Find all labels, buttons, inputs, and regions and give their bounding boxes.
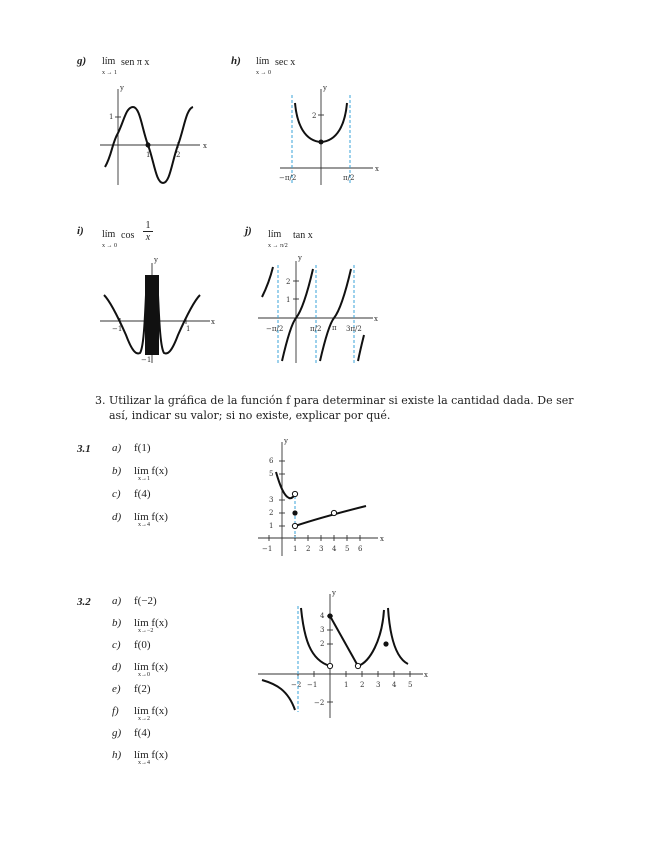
- segment-down: [330, 616, 358, 666]
- open-point-4-2: [331, 510, 336, 515]
- numerator: 1: [143, 220, 153, 232]
- label-3-2: 3.2: [77, 596, 91, 608]
- label-h: h): [231, 55, 241, 67]
- lim-subscript: x → 1: [102, 70, 117, 76]
- tick-x-1: 1: [186, 325, 191, 333]
- tick-x-neg1: −1: [112, 325, 123, 333]
- problem-text-line2: así, indicar su valor; si no existe, explicar por qué.: [109, 409, 391, 422]
- item-letter: e): [112, 683, 121, 695]
- filled-point-0-4: [327, 613, 332, 618]
- cos-curve-right: [158, 295, 200, 353]
- tick-three-pi-half: 3π/2: [346, 325, 362, 333]
- tick-y-4: 4: [320, 612, 325, 620]
- item-sub: x→0: [138, 672, 150, 678]
- label-i: i): [77, 225, 84, 237]
- tick-x-4: 4: [332, 545, 337, 553]
- item-h: [112, 749, 168, 771]
- item-d: [112, 661, 168, 683]
- tick-y-1: 1: [109, 113, 114, 121]
- branch-right: [388, 608, 408, 664]
- tan-branch-4: [358, 335, 364, 361]
- limit-i: [102, 230, 117, 251]
- tick-y-neg2: −2: [314, 699, 325, 707]
- item-sub: x→4: [138, 760, 150, 766]
- item-letter: g): [112, 727, 122, 739]
- branch-mid: [301, 608, 330, 666]
- item-b: [112, 617, 168, 639]
- open-point-1-3: [292, 491, 297, 496]
- graph-j: [258, 255, 383, 365]
- y-axis-label: y: [332, 589, 336, 597]
- graph-i: [100, 255, 220, 365]
- tick-y-1: 1: [269, 522, 274, 530]
- branch-rise: [358, 610, 384, 666]
- y-axis-label: y: [323, 84, 327, 92]
- tick-x-2: 2: [306, 545, 311, 553]
- item-text: lím f(x): [134, 617, 168, 629]
- problem-3: [95, 393, 615, 423]
- item-f: [112, 705, 168, 727]
- filled-point-1-2: [292, 510, 297, 515]
- tick-pi-half: π/2: [343, 174, 355, 182]
- item-g: [112, 727, 168, 749]
- tick-y-2: 2: [312, 112, 317, 120]
- tan-branch-3: [320, 269, 351, 361]
- item-letter: f): [112, 705, 119, 717]
- filled-point-4-2: [383, 641, 388, 646]
- x-axis-label: x: [211, 318, 215, 326]
- x-axis-label: x: [375, 165, 379, 173]
- problem-number: 3.: [95, 394, 106, 407]
- item-sub: x→−2: [138, 628, 154, 634]
- expr-h: sec x: [275, 57, 296, 68]
- tick-y-6: 6: [269, 457, 274, 465]
- tick-x-6: 6: [358, 545, 363, 553]
- item-text: f(4): [134, 727, 151, 739]
- tick-y-2: 2: [269, 509, 274, 517]
- lim-word: lím: [102, 56, 116, 67]
- expr-j: tan x: [293, 230, 313, 241]
- tick-y-2: 2: [320, 640, 325, 648]
- item-text: lím f(x): [134, 705, 168, 717]
- tick-x-neg1: −1: [262, 545, 273, 553]
- tick-x-neg1: −1: [307, 681, 318, 689]
- x-axis-label: x: [374, 315, 378, 323]
- tick-y-neg1: −1: [141, 356, 152, 364]
- tick-neg-pi-half: −π/2: [279, 174, 297, 182]
- item-text: lím f(x): [134, 465, 168, 477]
- item-sub: x→4: [138, 522, 150, 528]
- tick-x-neg2: −2: [291, 681, 302, 689]
- item-letter: a): [112, 442, 122, 454]
- lim-subscript: x → 0: [256, 70, 271, 76]
- expr-g: sen π x: [121, 57, 150, 68]
- x-axis-label: x: [203, 142, 207, 150]
- lim-subscript: x → π/2: [268, 243, 288, 249]
- cos-curve-left: [104, 295, 146, 353]
- label-j: j): [245, 225, 252, 237]
- tick-x-1: 1: [146, 151, 151, 159]
- item-c: [112, 488, 168, 511]
- item-text: f(0): [134, 639, 151, 651]
- item-letter: b): [112, 465, 122, 477]
- curve-right: [295, 506, 366, 526]
- graph-3-1: [258, 438, 388, 558]
- label-3-1: 3.1: [77, 443, 91, 455]
- x-axis-label: x: [380, 535, 384, 543]
- list-3-2: [112, 595, 168, 771]
- item-text: f(4): [134, 488, 151, 500]
- tick-x-3: 3: [319, 545, 324, 553]
- item-a: [112, 595, 168, 617]
- point: [146, 143, 151, 148]
- item-letter: a): [112, 595, 122, 607]
- item-letter: c): [112, 639, 121, 651]
- expr-i: [121, 230, 134, 241]
- y-axis-label: y: [154, 256, 158, 264]
- item-a: [112, 442, 168, 465]
- tick-pi: π: [332, 324, 337, 332]
- cos-word: cos: [121, 230, 135, 241]
- item-letter: d): [112, 661, 122, 673]
- limit-j: [268, 230, 288, 251]
- tick-x-1: 1: [344, 681, 349, 689]
- item-text: f(1): [134, 442, 151, 454]
- item-text: lím f(x): [134, 749, 168, 761]
- item-b: [112, 465, 168, 488]
- graph-g: [100, 85, 210, 190]
- lim-subscript: x → 0: [102, 243, 117, 249]
- tick-x-5: 5: [345, 545, 350, 553]
- item-text: lím f(x): [134, 661, 168, 673]
- y-axis-label: y: [284, 437, 288, 445]
- item-letter: c): [112, 488, 121, 500]
- tick-x-3: 3: [376, 681, 381, 689]
- list-3-1: [112, 442, 168, 534]
- item-text: f(−2): [134, 595, 157, 607]
- lim-word: lím: [268, 229, 282, 240]
- item-text: f(2): [134, 683, 151, 695]
- tick-y-1: 1: [286, 296, 291, 304]
- tick-x-2: 2: [360, 681, 365, 689]
- tick-pi-half: π/2: [310, 325, 322, 333]
- item-e: [112, 683, 168, 705]
- tick-y-5: 5: [269, 470, 274, 478]
- item-sub: x→1: [138, 476, 150, 482]
- tick-y-3: 3: [269, 496, 274, 504]
- tick-x-5: 5: [408, 681, 413, 689]
- item-text: lím f(x): [134, 511, 168, 523]
- fraction-i: [143, 220, 153, 243]
- graph-3-2: [258, 590, 433, 720]
- item-letter: d): [112, 511, 122, 523]
- denominator: x: [145, 232, 151, 243]
- problem-text-line1: Utilizar la gráfica de la función f para determinar si existe la cantidad dada. De ser: [109, 394, 574, 407]
- tick-x-1: 1: [293, 545, 298, 553]
- point: [319, 140, 324, 145]
- open-point-2-0: [355, 663, 360, 668]
- x-axis-label: x: [424, 671, 428, 679]
- tan-branch-1: [262, 267, 273, 297]
- tick-x-4: 4: [392, 681, 397, 689]
- item-letter: h): [112, 749, 122, 761]
- tick-y-3: 3: [320, 626, 325, 634]
- y-axis-label: y: [298, 254, 302, 262]
- limit-h: [256, 57, 271, 78]
- lim-word: lím: [256, 56, 270, 67]
- open-point-0-0: [327, 663, 332, 668]
- item-letter: b): [112, 617, 122, 629]
- item-d: [112, 511, 168, 534]
- lim-word: lím: [102, 229, 116, 240]
- tick-y-2: 2: [286, 278, 291, 286]
- tick-neg-pi-half: −π/2: [266, 325, 284, 333]
- label-g: g): [77, 55, 87, 67]
- oscillation-region: [145, 275, 159, 355]
- item-c: [112, 639, 168, 661]
- limit-g: [102, 57, 117, 78]
- graph-h: [275, 85, 385, 190]
- open-point-1-1: [292, 523, 297, 528]
- y-axis-label: y: [120, 84, 124, 92]
- tick-x-2: 2: [176, 151, 181, 159]
- item-sub: x→2: [138, 716, 150, 722]
